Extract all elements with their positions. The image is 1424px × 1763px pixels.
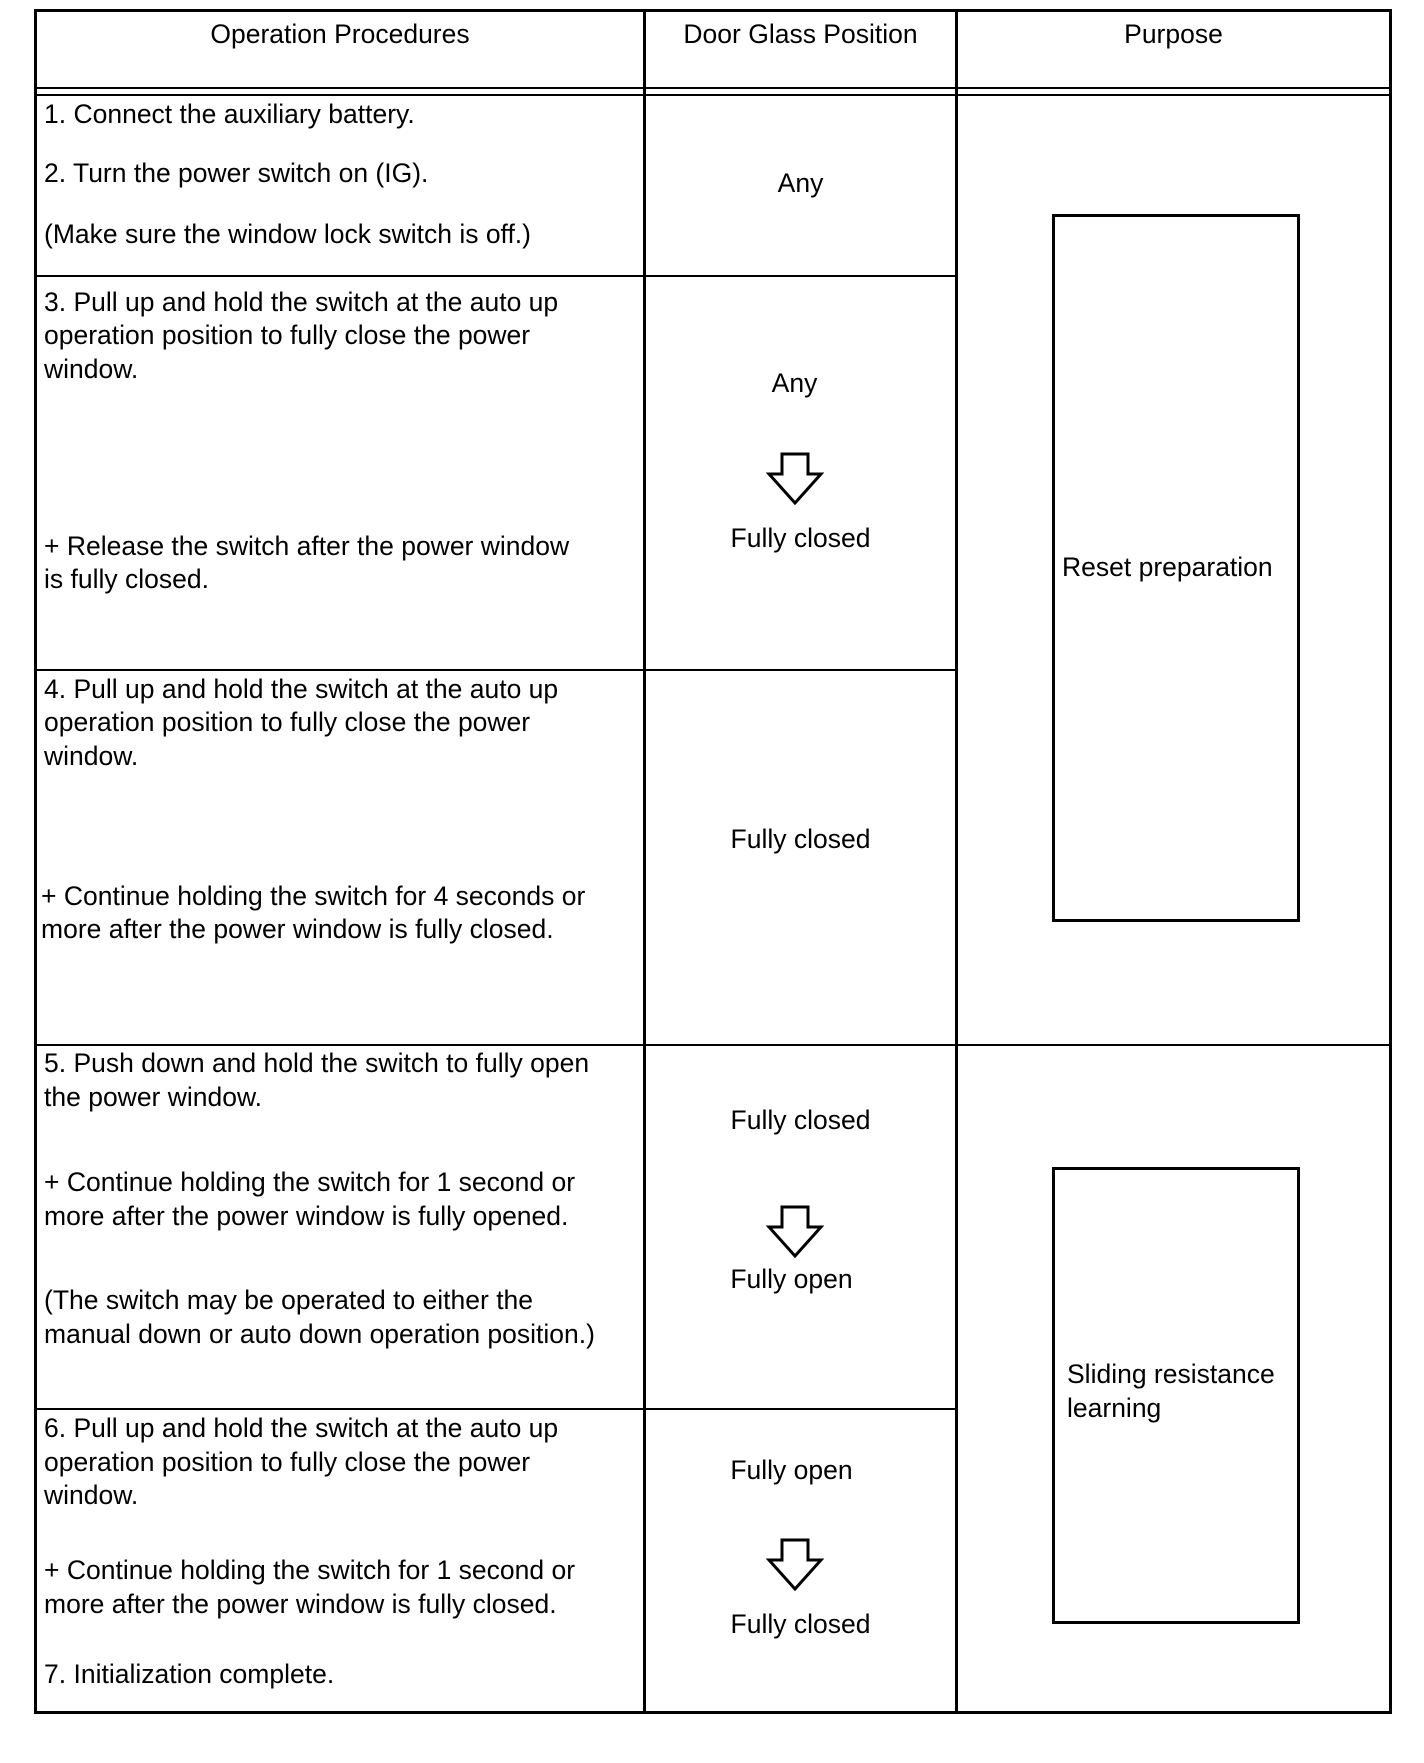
header-purpose: Purpose [1124, 19, 1223, 49]
position-any: Any [777, 168, 824, 198]
step-6-line-1: 6. Pull up and hold the switch at the auto up [44, 1413, 559, 1443]
step-3-line-3: window. [44, 354, 139, 384]
step-5-line-2: the power window. [44, 1082, 263, 1112]
table-border-left [34, 9, 37, 1714]
table-border-top [34, 9, 1392, 12]
position-any: Any [771, 368, 818, 398]
position-fully-closed: Fully closed [730, 1105, 871, 1135]
step-4-line-1: 4. Pull up and hold the switch at the auto up [44, 674, 559, 704]
position-fully-open: Fully open [730, 1455, 853, 1485]
row-divider-4 [34, 1408, 956, 1410]
step-4-line-3: window. [44, 741, 139, 771]
purpose-sliding-resistance-line-1: Sliding resistance [1067, 1359, 1275, 1389]
down-arrow-icon [766, 1538, 824, 1592]
row-divider-3 [34, 1044, 1392, 1046]
table-border-bottom [34, 1711, 1392, 1714]
step-3-line-2: operation position to fully close the power [44, 320, 531, 350]
step-6-line-5: more after the power window is fully closed. [44, 1589, 557, 1619]
position-fully-closed: Fully closed [730, 523, 871, 553]
step-5-line-4: more after the power window is fully opened. [44, 1201, 569, 1231]
header-operation-procedures: Operation Procedures [210, 19, 470, 49]
step-2-note: (Make sure the window lock switch is off.) [44, 219, 531, 249]
purpose-sliding-resistance-line-2: learning [1067, 1393, 1162, 1423]
table-border-right [1389, 9, 1392, 1714]
step-3-line-1: 3. Pull up and hold the switch at the auto up [44, 287, 559, 317]
step-3-line-4: + Release the switch after the power window [44, 531, 570, 561]
step-7-text: 7. Initialization complete. [44, 1659, 335, 1689]
down-arrow-icon [766, 1205, 824, 1259]
down-arrow-icon [766, 452, 824, 506]
position-fully-closed: Fully closed [730, 824, 871, 854]
column-divider-2 [955, 9, 958, 1714]
header-door-glass-position: Door Glass Position [683, 19, 918, 49]
step-4-line-5: more after the power window is fully closed. [41, 914, 554, 944]
step-4-line-4: + Continue holding the switch for 4 seconds or [41, 881, 586, 911]
step-4-line-2: operation position to fully close the power [44, 707, 531, 737]
step-5-line-3: + Continue holding the switch for 1 second or [44, 1167, 576, 1197]
step-3-line-5: is fully closed. [44, 564, 209, 594]
row-divider-2 [34, 669, 956, 671]
header-divider-upper [34, 87, 1392, 89]
step-5-line-5: (The switch may be operated to either the [44, 1285, 534, 1315]
step-5-line-1: 5. Push down and hold the switch to fully open [44, 1048, 590, 1078]
header-divider-lower [34, 94, 1392, 96]
step-1-text: 1. Connect the auxiliary battery. [44, 99, 415, 129]
step-6-line-4: + Continue holding the switch for 1 second or [44, 1555, 576, 1585]
row-divider-1 [34, 275, 956, 277]
position-fully-closed: Fully closed [730, 1609, 871, 1639]
step-6-line-3: window. [44, 1480, 139, 1510]
step-2-text: 2. Turn the power switch on (IG). [44, 158, 429, 188]
step-6-line-2: operation position to fully close the power [44, 1447, 531, 1477]
purpose-reset-preparation: Reset preparation [1062, 552, 1273, 582]
step-5-line-6: manual down or auto down operation position.) [44, 1319, 595, 1349]
position-fully-open: Fully open [730, 1264, 853, 1294]
